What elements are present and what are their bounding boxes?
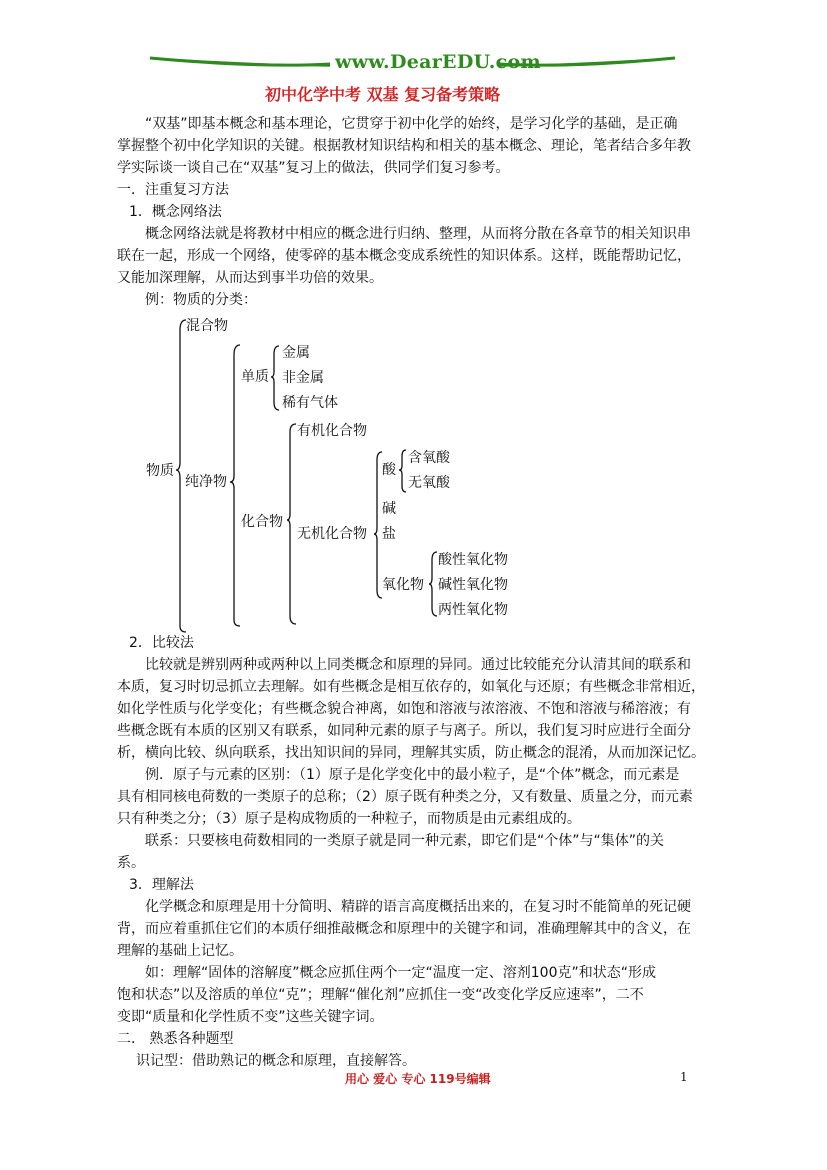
sub3-example-1: 如：理解“固体的溶解度”概念应抓住两个一定“温度一定、溶剂100克”和状态“形成 xyxy=(145,965,656,981)
tree-inorganic: 无机化合物 xyxy=(297,526,367,542)
page-title: 初中化学中考 双基 复习备考策略 xyxy=(265,85,501,104)
tree-element: 单质 xyxy=(241,369,269,385)
tree-organic: 有机化合物 xyxy=(297,423,367,439)
tree-mixture: 混合物 xyxy=(186,318,228,334)
intro-line-1: “双基”即基本概念和基本理论，它贯穿于初中化学的始终，是学习化学的基础，是正确 xyxy=(145,116,678,132)
sub3-line-1: 化学概念和原理是用十分简明、精辟的语言高度概括出来的，在复习时不能简单的死记硬 xyxy=(145,899,691,915)
sub3-example-3: 变即“质量和化学性质不变”这些关键字词。 xyxy=(117,1009,384,1025)
sub3-heading: 3．理解法 xyxy=(129,877,194,893)
sub2-line-3: 如化学性质与化学变化；有些概念貌合神离，如饱和溶液与浓溶液、不饱和溶液与稀溶液；有 xyxy=(117,701,691,717)
tree-root: 物质 xyxy=(146,463,174,479)
tree-basic-oxide: 碱性氧化物 xyxy=(438,577,508,593)
section2-line: 识记型：借助熟记的概念和原理，直接解答。 xyxy=(136,1053,416,1069)
footer-motto: 用心 爱心 专心 119号编辑 xyxy=(345,1072,491,1086)
tree-noble: 稀有气体 xyxy=(282,395,338,411)
tree-acidic-oxide: 酸性氧化物 xyxy=(438,552,508,568)
sub1-example: 例：物质的分类： xyxy=(145,292,257,308)
intro-line-3: 学实际谈一谈自己在“双基”复习上的做法，供同学们复习参考。 xyxy=(117,160,510,176)
sub3-example-2: 饱和状态”以及溶质的单位“克”；理解“催化剂”应抓住一变“改变化学反应速率”，二不 xyxy=(117,987,644,1003)
sub2-heading: 2．比较法 xyxy=(129,635,194,651)
tree-compound: 化合物 xyxy=(241,514,283,530)
sub2-example-2: 具有相同核电荷数的一类原子的总称；（2）原子既有种类之分，又有数量、质量之分，而元素 xyxy=(117,789,693,805)
sub2-example-1: 例．原子与元素的区别：（1）原子是化学变化中的最小粒子，是“个体”概念，而元素是 xyxy=(145,767,680,783)
sub1-line-2: 联在一起，形成一个网络，使零碎的基本概念变成系统性的知识体系。这样，既能帮助记忆， xyxy=(117,248,691,264)
sub1-line-1: 概念网络法就是将教材中相应的概念进行归纳、整理，从而将分散在各章节的相关知识串 xyxy=(145,226,691,242)
sub3-line-3: 理解的基础上记忆。 xyxy=(117,943,243,959)
page-number: 1 xyxy=(680,1070,688,1084)
sub2-link-1: 联系：只要核电荷数相同的一类原子就是同一种元素，即它们是“个体”与“集体”的关 xyxy=(145,833,665,849)
intro-line-2: 掌握整个初中化学知识的关键。根据教材知识结构和相关的基本概念、理论，笔者结合多年教 xyxy=(117,138,691,154)
tree-pure: 纯净物 xyxy=(185,474,227,490)
sub3-line-2: 背，而应着重抓住它们的本质仔细推敲概念和原理中的关键字和词，准确理解其中的含义，在 xyxy=(117,921,691,937)
sub2-line-5: 析，横向比较、纵向联系，找出知识间的异同，理解其实质，防止概念的混淆，从而加深记忆。 xyxy=(117,745,705,761)
site-banner: www.DearEDU.com xyxy=(335,51,541,73)
tree-amphoteric-oxide: 两性氧化物 xyxy=(438,602,508,618)
sub1-line-3: 又能加深理解，从而达到事半功倍的效果。 xyxy=(117,270,383,286)
tree-nonmetal: 非金属 xyxy=(282,370,324,386)
tree-oxide: 氧化物 xyxy=(382,577,424,593)
sub2-line-2: 本质，复习时切忌抓立去理解。如有些概念是相互依存的，如氧化与还原；有些概念非常相近， xyxy=(117,679,705,695)
section2-heading: 二． 熟悉各种题型 xyxy=(117,1031,234,1047)
section1-heading: 一．注重复习方法 xyxy=(117,182,229,198)
tree-salt: 盐 xyxy=(382,526,396,542)
tree-nonoxyacid: 无氧酸 xyxy=(408,475,450,491)
sub2-line-1: 比较就是辨别两种或两种以上同类概念和原理的异同。通过比较能充分认清其间的联系和 xyxy=(145,657,691,673)
tree-acid: 酸 xyxy=(382,462,396,478)
sub2-example-3: 只有种类之分；（3）原子是构成物质的一种粒子，而物质是由元素组成的。 xyxy=(117,811,581,827)
tree-metal: 金属 xyxy=(282,345,310,361)
tree-base: 碱 xyxy=(382,501,396,517)
sub2-link-2: 系。 xyxy=(117,855,145,871)
sub2-line-4: 些概念既有本质的区别又有联系，如同种元素的原子与离子。所以，我们复习时应进行全面分 xyxy=(117,723,691,739)
tree-oxyacid: 含氧酸 xyxy=(408,450,450,466)
sub1-heading: 1．概念网络法 xyxy=(129,204,222,220)
